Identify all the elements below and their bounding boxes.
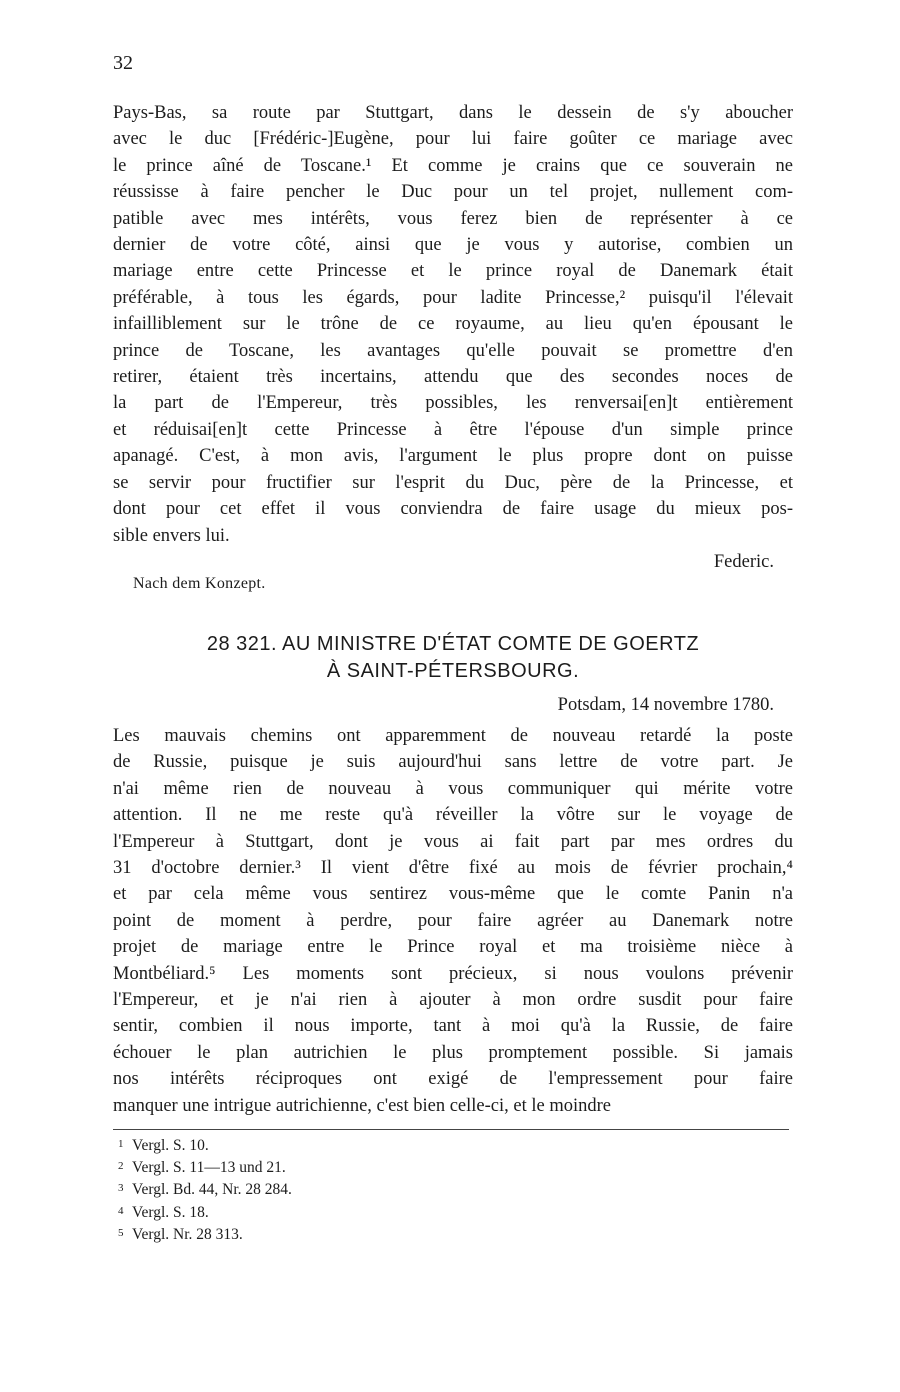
text-line: Pays-Bas, sa route par Stuttgart, dans le dessein de s'y aboucher [113, 103, 793, 123]
body-paragraph-1 [113, 100, 793, 549]
footnote-text: Vergl. Nr. 28 313. [132, 1225, 243, 1243]
footnote [118, 1178, 292, 1200]
footnote-text: Vergl. S. 11—13 und 21. [132, 1159, 286, 1177]
text-line: l'Empereur à Stuttgart, dont je vous ai fait part par mes ordres du [113, 831, 793, 852]
text-line: infailliblement sur le trône de ce royaume, au lieu qu'en épousant le [113, 314, 793, 335]
footnote-text: Vergl. S. 18. [132, 1203, 209, 1221]
text-line: échouer le plan autrichien le plus promptement possible. Si jamais [113, 1042, 793, 1063]
text-line: et par cela même vous sentirez vous-même que le comte Panin n'a [113, 884, 793, 905]
text-line: se servir pour fructifier sur l'esprit du Duc, père de la Princesse, et [113, 472, 793, 493]
text-line: préférable, à tous les égards, pour ladite Princesse,² puisqu'il l'élevait [113, 287, 793, 308]
footnote-mark: 3 [118, 1182, 124, 1195]
source-note: Nach dem Konzept. [133, 575, 266, 592]
text-line: apanagé. C'est, à mon avis, l'argument le plus propre dont on puisse [113, 446, 793, 467]
page-number: 32 [113, 52, 133, 74]
text-line: Les mauvais chemins ont apparemment de nouveau retardé la poste [113, 726, 793, 746]
text-line: dernier de votre côté, ainsi que je vous y autorise, combien un [113, 235, 793, 256]
text-line: projet de mariage entre le Prince royal et ma troisième nièce à [113, 937, 793, 958]
text-line: 31 d'octobre dernier.³ Il vient d'être fixé au mois de février prochain,⁴ [113, 858, 793, 879]
text-line: attention. Il ne me reste qu'à réveiller la vôtre sur le voyage de [113, 805, 793, 826]
text-line: réussisse à faire pencher le Duc pour un tel projet, nullement com- [113, 182, 793, 203]
text-line: dont pour cet effet il vous conviendra de faire usage du mieux pos- [113, 499, 793, 520]
text-line: patible avec mes intérêts, vous ferez bien de représenter à ce [113, 208, 793, 229]
text-line: mariage entre cette Princesse et le prince royal de Danemark était [113, 261, 793, 282]
text-line: n'ai même rien de nouveau à vous communiquer qui mérite votre [113, 778, 793, 799]
text-line: avec le duc [Frédéric-]Eugène, pour lui faire goûter ce mariage avec [113, 129, 793, 150]
text-line: sible envers lui. [113, 525, 230, 546]
document-heading-line-2: À SAINT-PÉTERSBOURG. [326, 660, 580, 682]
text-line: point de moment à perdre, pour faire agréer au Danemark notre [113, 910, 793, 931]
footnote-text: Vergl. Bd. 44, Nr. 28 284. [132, 1181, 292, 1199]
body-paragraph-2 [113, 723, 793, 1119]
text-line: l'Empereur, et je n'ai rien à ajouter à mon ordre susdit pour faire [113, 990, 793, 1011]
text-line: manquer une intrigue autrichienne, c'est bien celle-ci, et le moindre [113, 1095, 612, 1116]
text-line: Montbéliard.⁵ Les moments sont précieux, si nous voulons prévenir [113, 963, 793, 984]
text-line: et réduisai[en]t cette Princesse à être l'épouse d'un simple prince [113, 419, 793, 440]
footnote-mark: 2 [118, 1160, 124, 1173]
footnote [118, 1156, 292, 1178]
signature: Federic. [713, 552, 774, 572]
document-heading-line-1: 28 321. AU MINISTRE D'ÉTAT COMTE DE GOERTZ [206, 633, 700, 655]
text-line: nos intérêts réciproques ont exigé de l'empressement pour faire [113, 1069, 793, 1090]
footnote-rule [113, 1129, 789, 1130]
footnote-mark: 5 [118, 1226, 124, 1239]
footnote-text: Vergl. S. 10. [132, 1137, 209, 1154]
text-line: la part de l'Empereur, très possibles, les renversai[en]t entièrement [113, 393, 793, 414]
footnote [118, 1201, 292, 1223]
footnote [118, 1134, 292, 1156]
text-line: prince de Toscane, les avantages qu'elle pouvait se promettre d'en [113, 340, 793, 361]
footnote [118, 1223, 292, 1245]
footnotes [118, 1134, 292, 1245]
text-line: le prince aîné de Toscane.¹ Et comme je crains que ce souverain ne [113, 155, 793, 176]
text-line: de Russie, puisque je suis aujourd'hui sans lettre de votre part. Je [113, 752, 793, 773]
footnote-mark: 1 [118, 1138, 124, 1150]
dateline: Potsdam, 14 novembre 1780. [557, 695, 774, 715]
text-line: retirer, étaient très incertains, attendu que des secondes noces de [113, 367, 793, 388]
text-line: sentir, combien il nous importe, tant à moi qu'à la Russie, de faire [113, 1016, 793, 1037]
footnote-mark: 4 [118, 1204, 124, 1217]
